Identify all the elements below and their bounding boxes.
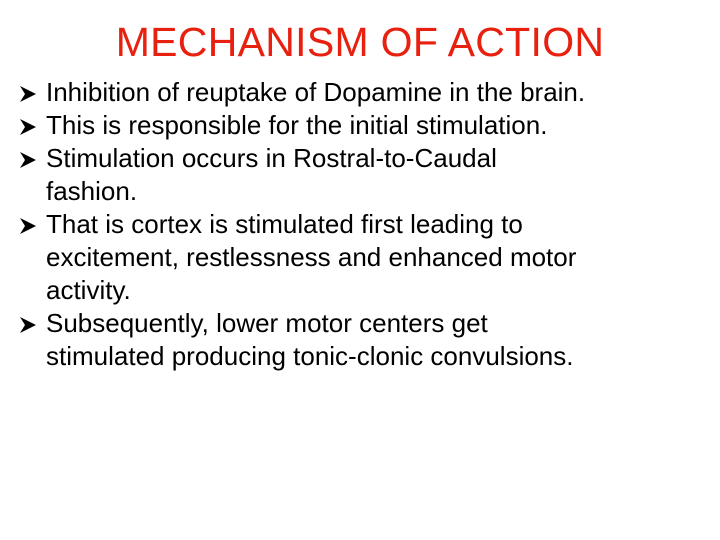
bullet-text: activity. <box>46 275 131 305</box>
bullet-text: Stimulation occurs in Rostral-to-Caudal <box>46 143 497 173</box>
bullet-item <box>18 307 714 373</box>
bullet-item <box>18 76 714 109</box>
slide-title: MECHANISM OF ACTION <box>115 19 605 65</box>
bullet-list <box>18 76 714 373</box>
arrowhead-bullet-icon <box>18 216 38 236</box>
bullet-text: This is responsible for the initial stimulation. <box>46 110 548 140</box>
bullet-text: fashion. <box>46 176 138 206</box>
bullet-text: Inhibition of reuptake of Dopamine in the brain. <box>46 77 586 107</box>
bullet-text: Subsequently, lower motor centers get <box>46 308 488 338</box>
arrowhead-bullet-icon <box>18 315 38 335</box>
bullet-item <box>18 109 714 142</box>
arrowhead-bullet-icon <box>18 117 38 137</box>
bullet-text: stimulated producing tonic-clonic convulsions. <box>46 341 574 371</box>
arrowhead-bullet-icon <box>18 150 38 170</box>
bullet-text: That is cortex is stimulated first leading to <box>46 209 523 239</box>
bullet-item <box>18 142 714 208</box>
bullet-text: excitement, restlessness and enhanced motor <box>46 242 577 272</box>
bullet-item <box>18 208 714 307</box>
arrowhead-bullet-icon <box>18 84 38 104</box>
